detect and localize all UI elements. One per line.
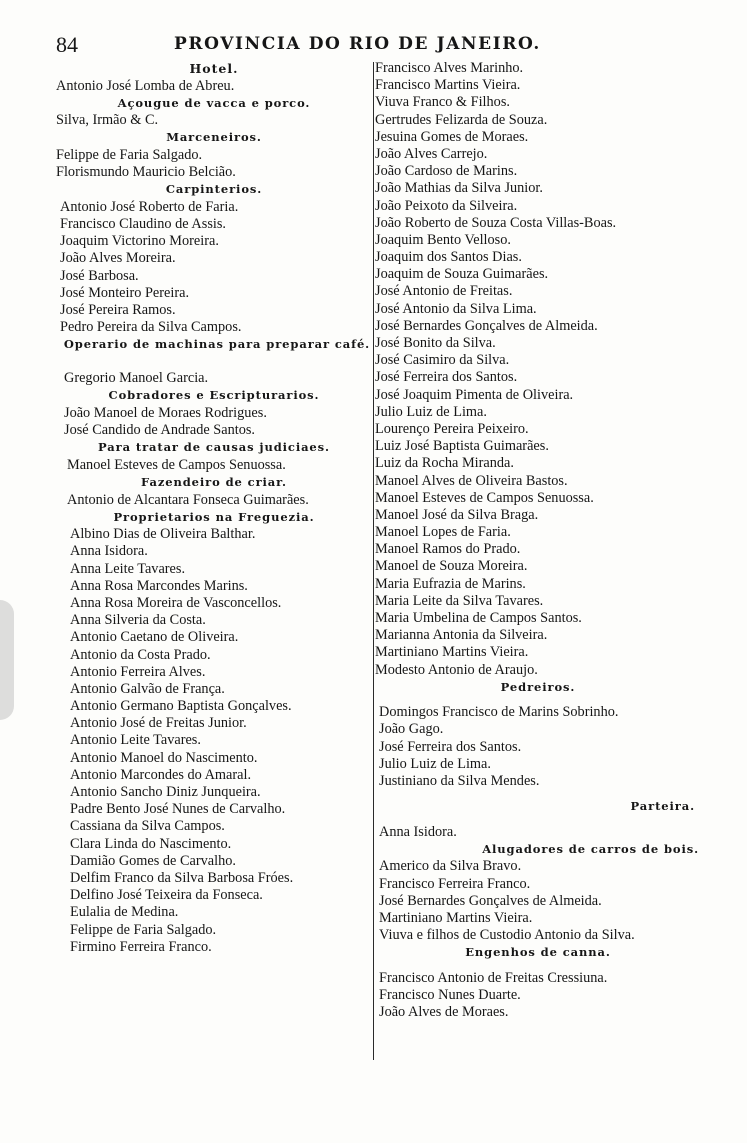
list-item: Anna Isidora. (70, 543, 148, 560)
proprietarios-list (56, 526, 372, 956)
section-heading: Marceneiros. (166, 130, 262, 145)
list-item: Cassiana da Silva Campos. (70, 818, 225, 835)
list-item: José Barbosa. (60, 267, 139, 284)
list-item: Antonio José de Freitas Junior. (70, 715, 247, 732)
list-item: Anna Isidora. (379, 823, 457, 840)
list-item: Julio Luiz de Lima. (379, 755, 491, 772)
section-heading: Pedreiros. (500, 679, 576, 694)
list-item: Silva, Irmão & C. (56, 112, 159, 129)
list-item: Antonio José Roberto de Faria. (60, 198, 239, 215)
list-item: José Bernardes Gonçalves de Almeida. (379, 892, 602, 909)
section-heading: Para tratar de causas judiciaes. (98, 440, 330, 455)
left-column (56, 60, 372, 956)
list-item: João Alves Moreira. (60, 250, 176, 267)
list-item: Antonio de Alcantara Fonseca Guimarães. (67, 491, 309, 508)
list-item: Marianna Antonia da Silveira. (375, 627, 548, 644)
list-item: Modesto Antonio de Araujo. (375, 661, 538, 678)
list-item: José Antonio de Freitas. (375, 283, 513, 300)
list-item: Delfim Franco da Silva Barbosa Fróes. (70, 869, 294, 886)
list-item: Gertrudes Felizarda de Souza. (375, 111, 548, 128)
list-item: Manoel Ramos do Prado. (375, 541, 521, 558)
list-item: Joaquim dos Santos Dias. (375, 249, 522, 266)
list-item: Martiniano Martins Vieira. (375, 644, 529, 661)
list-item: João Cardoso de Marins. (375, 163, 518, 180)
list-item: Francisco Antonio de Freitas Cressiuna. (379, 969, 608, 986)
list-item: Antonio Caetano de Oliveira. (70, 629, 239, 646)
list-item: José Ferreira dos Santos. (379, 738, 522, 755)
list-item: José Monteiro Pereira. (60, 284, 190, 301)
list-item: Antonio Sancho Diniz Junqueira. (70, 784, 261, 800)
page-number: 84 (56, 32, 78, 57)
list-item: Pedro Pereira da Silva Campos. (60, 319, 242, 336)
list-item: Maria Leite da Silva Tavares. (375, 592, 544, 609)
column-divider (373, 62, 374, 1060)
list-item: Anna Rosa Marcondes Marins. (70, 577, 248, 594)
list-item: Justiniano da Silva Mendes. (379, 773, 540, 789)
list-item: João Alves Carrejo. (375, 145, 488, 162)
list-item: Antonio da Costa Prado. (70, 646, 211, 663)
section-heading: Fazendeiro de criar. (141, 475, 287, 489)
section-heading: Alugadores de carros de bois. (482, 841, 699, 856)
section-heading: Engenhos de canna. (465, 945, 611, 960)
list-item: Francisco Nunes Duarte. (379, 987, 521, 1003)
list-item: Francisco Alves Marinho. (375, 60, 524, 76)
list-item: Gregorio Manoel Garcia. (64, 370, 209, 387)
section-heading: Hotel. (189, 61, 239, 76)
section-heading: Açougue de vacca e porco. (117, 95, 311, 110)
list-item: Viuva e filhos de Custodio Antonio da Silva. (379, 927, 635, 944)
section-heading: Proprietarios na Freguezia. (113, 509, 315, 524)
list-item: Martiniano Martins Vieira. (379, 909, 533, 926)
list-item: Lourenço Pereira Peixeiro. (375, 420, 529, 437)
list-item: José Joaquim Pimenta de Oliveira. (375, 386, 574, 403)
list-item: Felippe de Faria Salgado. (70, 921, 217, 938)
list-item: Anna Rosa Moreira de Vasconcellos. (70, 594, 282, 611)
list-item: João Mathias da Silva Junior. (375, 180, 543, 197)
list-item: Albino Dias de Oliveira Balthar. (70, 526, 256, 543)
continued-list (375, 60, 701, 679)
section-heading: Operario de machinas para preparar café. (63, 337, 371, 352)
list-item: Joaquim de Souza Guimarães. (375, 266, 549, 283)
list-item: Firmino Ferreira Franco. (70, 938, 212, 955)
list-item: Eulalia de Medina. (70, 904, 179, 921)
list-item: Antonio José Lomba de Abreu. (56, 77, 235, 94)
list-item: Manoel Alves de Oliveira Bastos. (375, 472, 568, 489)
list-item: José Candido de Andrade Santos. (64, 422, 255, 439)
list-item: Francisco Claudino de Assis. (60, 215, 226, 232)
list-item: João Gago. (379, 721, 444, 738)
right-column (375, 60, 701, 1021)
list-item: Joaquim Victorino Moreira. (60, 233, 219, 250)
list-item: Antonio Galvão de França. (70, 680, 225, 697)
list-item: João Alves de Moraes. (379, 1004, 509, 1021)
list-item: Maria Eufrazia de Marins. (375, 575, 526, 592)
list-item: Jesuina Gomes de Moraes. (375, 128, 529, 145)
list-item: Luiz da Rocha Miranda. (375, 455, 514, 472)
list-item: João Roberto de Souza Costa Villas-Boas. (375, 214, 617, 231)
list-item: Delfino José Teixeira da Fonseca. (70, 887, 263, 904)
list-item: Francisco Ferreira Franco. (379, 875, 531, 892)
list-item: José Casimiro da Silva. (375, 352, 510, 369)
list-item: João Peixoto da Silveira. (375, 197, 518, 214)
list-item: Antonio Leite Tavares. (70, 732, 201, 749)
list-item: Manoel de Souza Moreira. (375, 558, 528, 575)
list-item: Domingos Francisco de Marins Sobrinho. (379, 704, 619, 721)
list-item: José Ferreira dos Santos. (375, 369, 518, 386)
list-item: Antonio Manoel do Nascimento. (70, 749, 258, 766)
section-heading: Carpinterios. (165, 182, 263, 197)
list-item: Anna Silveria da Costa. (70, 612, 206, 629)
list-item: Florismundo Mauricio Belcião. (56, 164, 236, 181)
list-item: Viuva Franco & Filhos. (375, 94, 510, 111)
list-item: Anna Leite Tavares. (70, 560, 186, 577)
list-item: José Bonito da Silva. (375, 335, 496, 351)
section-heading: Parteira. (630, 799, 695, 814)
page-header: PROVINCIA DO RIO DE JANEIRO. (174, 34, 541, 54)
list-item: José Bernardes Gonçalves de Almeida. (375, 317, 598, 334)
list-item: Manoel Esteves de Campos Senuossa. (67, 456, 286, 473)
list-item: Manoel Lopes de Faria. (375, 524, 511, 541)
list-item: Clara Linda do Nascimento. (70, 835, 232, 852)
list-item: Joaquim Bento Velloso. (375, 231, 511, 248)
list-item: Manoel Esteves de Campos Senuossa. (375, 489, 594, 506)
list-item: Manoel José da Silva Braga. (375, 506, 539, 523)
list-item: João Manoel de Moraes Rodrigues. (64, 404, 267, 421)
list-item: Felippe de Faria Salgado. (56, 146, 203, 163)
list-item: Luiz José Baptista Guimarães. (375, 438, 549, 455)
list-item: Julio Luiz de Lima. (375, 403, 487, 420)
list-item: José Pereira Ramos. (60, 301, 176, 318)
list-item: Antonio Marcondes do Amaral. (70, 766, 252, 783)
list-item: Antonio Germano Baptista Gonçalves. (70, 698, 292, 715)
list-item: Americo da Silva Bravo. (379, 858, 522, 875)
binding-shadow (0, 600, 14, 720)
list-item: Francisco Martins Vieira. (375, 77, 521, 94)
list-item: Antonio Ferreira Alves. (70, 663, 206, 680)
list-item: José Antonio da Silva Lima. (375, 300, 537, 317)
list-item: Padre Bento José Nunes de Carvalho. (70, 801, 286, 818)
list-item: Damião Gomes de Carvalho. (70, 852, 236, 869)
section-heading: Cobradores e Escripturarios. (108, 388, 320, 403)
list-item: Maria Umbelina de Campos Santos. (375, 610, 582, 626)
